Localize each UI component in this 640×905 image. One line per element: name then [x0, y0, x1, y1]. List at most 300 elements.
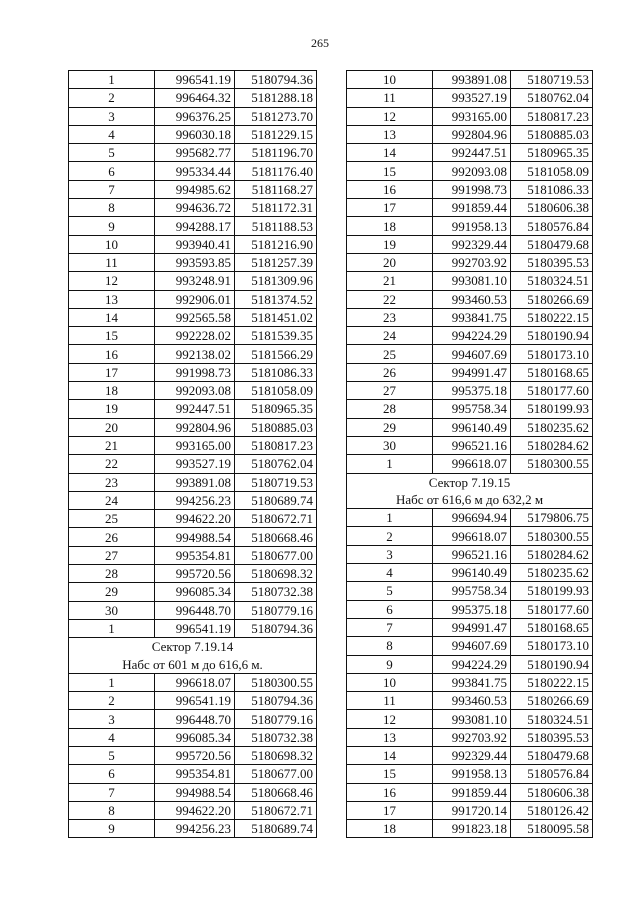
point-number: 24 — [69, 491, 155, 509]
y-coordinate: 5179806.75 — [511, 509, 593, 527]
y-coordinate: 5180698.32 — [235, 565, 317, 583]
x-coordinate: 993248.91 — [155, 272, 235, 290]
x-coordinate: 996541.19 — [155, 71, 235, 89]
y-coordinate: 5180395.53 — [511, 728, 593, 746]
table-row — [347, 382, 593, 400]
x-coordinate: 995375.18 — [433, 600, 511, 618]
table-row — [347, 272, 593, 290]
table-row — [347, 582, 593, 600]
y-coordinate: 5180324.51 — [511, 710, 593, 728]
x-coordinate: 992565.58 — [155, 308, 235, 326]
point-number: 4 — [69, 728, 155, 746]
x-coordinate: 992906.01 — [155, 290, 235, 308]
table-row — [69, 436, 317, 454]
point-number: 8 — [69, 199, 155, 217]
y-coordinate: 5180606.38 — [511, 783, 593, 801]
table-row — [347, 673, 593, 691]
table-row — [69, 400, 317, 418]
x-coordinate: 993891.08 — [155, 473, 235, 491]
table-row — [69, 746, 317, 764]
y-coordinate: 5180576.84 — [511, 217, 593, 235]
y-coordinate: 5180668.46 — [235, 528, 317, 546]
y-coordinate: 5180222.15 — [511, 673, 593, 691]
table-row — [69, 235, 317, 253]
point-number: 23 — [347, 308, 433, 326]
y-coordinate: 5180479.68 — [511, 235, 593, 253]
x-coordinate: 996376.25 — [155, 107, 235, 125]
x-coordinate: 994224.29 — [433, 655, 511, 673]
table-row — [69, 765, 317, 783]
x-coordinate: 992703.92 — [433, 728, 511, 746]
y-coordinate: 5180817.23 — [511, 107, 593, 125]
point-number: 17 — [69, 363, 155, 381]
x-coordinate: 992093.08 — [155, 382, 235, 400]
table-row — [69, 363, 317, 381]
x-coordinate: 992447.51 — [433, 144, 511, 162]
table-row — [347, 455, 593, 473]
table-row — [69, 217, 317, 235]
y-coordinate: 5180732.38 — [235, 728, 317, 746]
point-number: 7 — [69, 180, 155, 198]
y-coordinate: 5181229.15 — [235, 125, 317, 143]
y-coordinate: 5180779.16 — [235, 601, 317, 619]
point-number: 14 — [69, 308, 155, 326]
y-coordinate: 5181539.35 — [235, 327, 317, 345]
y-coordinate: 5180576.84 — [511, 765, 593, 783]
table-row — [347, 253, 593, 271]
y-coordinate: 5180284.62 — [511, 436, 593, 454]
table-row — [347, 217, 593, 235]
table-row — [347, 564, 593, 582]
table-row — [69, 565, 317, 583]
y-coordinate: 5180324.51 — [511, 272, 593, 290]
x-coordinate: 992329.44 — [433, 746, 511, 764]
table-row — [69, 583, 317, 601]
point-number: 16 — [69, 345, 155, 363]
point-number: 11 — [347, 692, 433, 710]
point-number: 10 — [69, 235, 155, 253]
section-header-row — [69, 638, 317, 656]
point-number: 28 — [347, 400, 433, 418]
page-number: 265 — [311, 36, 329, 50]
point-number: 2 — [347, 527, 433, 545]
y-coordinate: 5180173.10 — [511, 345, 593, 363]
table-row — [69, 673, 317, 691]
table-row — [69, 820, 317, 838]
x-coordinate: 996140.49 — [433, 564, 511, 582]
point-number: 11 — [69, 253, 155, 271]
y-coordinate: 5181176.40 — [235, 162, 317, 180]
y-coordinate: 5180794.36 — [235, 619, 317, 637]
y-coordinate: 5180719.53 — [235, 473, 317, 491]
x-coordinate: 993527.19 — [155, 455, 235, 473]
point-number: 8 — [347, 637, 433, 655]
y-coordinate: 5180266.69 — [511, 290, 593, 308]
y-coordinate: 5180300.55 — [235, 673, 317, 691]
table-row — [69, 473, 317, 491]
x-coordinate: 994991.47 — [433, 363, 511, 381]
point-number: 6 — [69, 162, 155, 180]
x-coordinate: 992804.96 — [433, 125, 511, 143]
x-coordinate: 994985.62 — [155, 180, 235, 198]
x-coordinate: 993593.85 — [155, 253, 235, 271]
x-coordinate: 991998.73 — [433, 180, 511, 198]
table-row — [69, 89, 317, 107]
point-number: 4 — [69, 125, 155, 143]
y-coordinate: 5180190.94 — [511, 327, 593, 345]
y-coordinate: 5180689.74 — [235, 820, 317, 838]
y-coordinate: 5180095.58 — [511, 820, 593, 838]
point-number: 7 — [69, 783, 155, 801]
table-row — [347, 655, 593, 673]
x-coordinate: 996618.07 — [433, 527, 511, 545]
x-coordinate: 991859.44 — [433, 783, 511, 801]
y-coordinate: 5180177.60 — [511, 382, 593, 400]
point-number: 1 — [69, 71, 155, 89]
y-coordinate: 5180965.35 — [235, 400, 317, 418]
point-number: 25 — [69, 510, 155, 528]
y-coordinate: 5181196.70 — [235, 144, 317, 162]
x-coordinate: 993460.53 — [433, 290, 511, 308]
point-number: 14 — [347, 746, 433, 764]
point-number: 5 — [69, 746, 155, 764]
table-row — [347, 436, 593, 454]
y-coordinate: 5180794.36 — [235, 71, 317, 89]
y-coordinate: 5181257.39 — [235, 253, 317, 271]
point-number: 11 — [347, 89, 433, 107]
section-header-row — [347, 473, 593, 491]
table-row — [69, 510, 317, 528]
table-row — [347, 71, 593, 89]
point-number: 4 — [347, 564, 433, 582]
y-coordinate: 5180677.00 — [235, 546, 317, 564]
point-number: 13 — [69, 290, 155, 308]
x-coordinate: 991823.18 — [433, 820, 511, 838]
point-number: 29 — [69, 583, 155, 601]
table-row — [347, 765, 593, 783]
table-row — [347, 820, 593, 838]
x-coordinate: 995682.77 — [155, 144, 235, 162]
x-coordinate: 994988.54 — [155, 783, 235, 801]
x-coordinate: 995720.56 — [155, 746, 235, 764]
y-coordinate: 5181288.18 — [235, 89, 317, 107]
table-row — [347, 162, 593, 180]
table-row — [69, 253, 317, 271]
table-row — [347, 618, 593, 636]
table-row — [69, 308, 317, 326]
point-number: 15 — [69, 327, 155, 345]
y-coordinate: 5180199.93 — [511, 400, 593, 418]
x-coordinate: 994607.69 — [433, 345, 511, 363]
table-row — [69, 345, 317, 363]
table-row — [347, 363, 593, 381]
section-subheader-row — [69, 656, 317, 674]
table-row — [69, 728, 317, 746]
point-number: 22 — [347, 290, 433, 308]
table-row — [347, 710, 593, 728]
x-coordinate: 996085.34 — [155, 583, 235, 601]
point-number: 15 — [347, 765, 433, 783]
x-coordinate: 996521.16 — [433, 436, 511, 454]
y-coordinate: 5180395.53 — [511, 253, 593, 271]
point-number: 18 — [347, 820, 433, 838]
y-coordinate: 5180689.74 — [235, 491, 317, 509]
point-number: 29 — [347, 418, 433, 436]
table-row — [347, 235, 593, 253]
table-row — [347, 746, 593, 764]
point-number: 9 — [69, 820, 155, 838]
x-coordinate: 996464.32 — [155, 89, 235, 107]
y-coordinate: 5181168.27 — [235, 180, 317, 198]
table-row — [347, 290, 593, 308]
y-coordinate: 5180168.65 — [511, 363, 593, 381]
y-coordinate: 5180732.38 — [235, 583, 317, 601]
x-coordinate: 993081.10 — [433, 272, 511, 290]
point-number: 3 — [69, 107, 155, 125]
y-coordinate: 5180300.55 — [511, 527, 593, 545]
table-row — [69, 783, 317, 801]
y-coordinate: 5180779.16 — [235, 710, 317, 728]
table-row — [69, 272, 317, 290]
x-coordinate: 996140.49 — [433, 418, 511, 436]
table-row — [69, 162, 317, 180]
section-subheader-row — [347, 491, 593, 509]
x-coordinate: 995354.81 — [155, 546, 235, 564]
point-number: 17 — [347, 199, 433, 217]
point-number: 6 — [347, 600, 433, 618]
point-number: 20 — [69, 418, 155, 436]
section-title: Сектор 7.19.15 — [347, 473, 593, 491]
y-coordinate: 5180668.46 — [235, 783, 317, 801]
y-coordinate: 5180794.36 — [235, 692, 317, 710]
table-row — [347, 509, 593, 527]
section-title: Сектор 7.19.14 — [69, 638, 317, 656]
x-coordinate: 992329.44 — [433, 235, 511, 253]
x-coordinate: 992804.96 — [155, 418, 235, 436]
point-number: 19 — [69, 400, 155, 418]
point-number: 1 — [347, 455, 433, 473]
point-number: 10 — [347, 71, 433, 89]
x-coordinate: 992228.02 — [155, 327, 235, 345]
table-row — [347, 527, 593, 545]
point-number: 21 — [69, 436, 155, 454]
x-coordinate: 996030.18 — [155, 125, 235, 143]
y-coordinate: 5181374.52 — [235, 290, 317, 308]
point-number: 9 — [69, 217, 155, 235]
x-coordinate: 993527.19 — [433, 89, 511, 107]
y-coordinate: 5180762.04 — [511, 89, 593, 107]
table-row — [69, 125, 317, 143]
point-number: 2 — [69, 692, 155, 710]
table-row — [69, 199, 317, 217]
point-number: 14 — [347, 144, 433, 162]
point-number: 3 — [347, 545, 433, 563]
x-coordinate: 996521.16 — [433, 545, 511, 563]
x-coordinate: 995720.56 — [155, 565, 235, 583]
table-row — [69, 801, 317, 819]
point-number: 30 — [69, 601, 155, 619]
point-number: 26 — [69, 528, 155, 546]
x-coordinate: 993841.75 — [433, 308, 511, 326]
point-number: 1 — [69, 619, 155, 637]
point-number: 25 — [347, 345, 433, 363]
point-number: 24 — [347, 327, 433, 345]
table-row — [347, 144, 593, 162]
x-coordinate: 996618.07 — [155, 673, 235, 691]
table-row — [347, 692, 593, 710]
point-number: 9 — [347, 655, 433, 673]
y-coordinate: 5180126.42 — [511, 801, 593, 819]
table-row — [69, 491, 317, 509]
y-coordinate: 5181058.09 — [511, 162, 593, 180]
point-number: 21 — [347, 272, 433, 290]
x-coordinate: 993891.08 — [433, 71, 511, 89]
x-coordinate: 994607.69 — [433, 637, 511, 655]
y-coordinate: 5180762.04 — [235, 455, 317, 473]
y-coordinate: 5181058.09 — [235, 382, 317, 400]
x-coordinate: 996694.94 — [433, 509, 511, 527]
point-number: 13 — [347, 125, 433, 143]
y-coordinate: 5181086.33 — [511, 180, 593, 198]
table-row — [347, 89, 593, 107]
point-number: 18 — [69, 382, 155, 400]
table-row — [69, 180, 317, 198]
x-coordinate: 994224.29 — [433, 327, 511, 345]
x-coordinate: 993841.75 — [433, 673, 511, 691]
x-coordinate: 994622.20 — [155, 510, 235, 528]
x-coordinate: 994256.23 — [155, 820, 235, 838]
x-coordinate: 995758.34 — [433, 582, 511, 600]
point-number: 2 — [69, 89, 155, 107]
point-number: 20 — [347, 253, 433, 271]
point-number: 27 — [347, 382, 433, 400]
x-coordinate: 996618.07 — [433, 455, 511, 473]
table-row — [69, 327, 317, 345]
y-coordinate: 5181172.31 — [235, 199, 317, 217]
y-coordinate: 5180177.60 — [511, 600, 593, 618]
table-row — [69, 546, 317, 564]
x-coordinate: 993081.10 — [433, 710, 511, 728]
x-coordinate: 994991.47 — [433, 618, 511, 636]
table-row — [347, 199, 593, 217]
y-coordinate: 5181451.02 — [235, 308, 317, 326]
y-coordinate: 5180606.38 — [511, 199, 593, 217]
point-number: 12 — [347, 107, 433, 125]
x-coordinate: 992138.02 — [155, 345, 235, 363]
point-number: 19 — [347, 235, 433, 253]
table-row — [69, 692, 317, 710]
x-coordinate: 992703.92 — [433, 253, 511, 271]
table-row — [347, 801, 593, 819]
y-coordinate: 5180719.53 — [511, 71, 593, 89]
x-coordinate: 994288.17 — [155, 217, 235, 235]
table-row — [347, 545, 593, 563]
y-coordinate: 5180672.71 — [235, 801, 317, 819]
point-number: 26 — [347, 363, 433, 381]
table-row — [69, 144, 317, 162]
point-number: 18 — [347, 217, 433, 235]
point-number: 15 — [347, 162, 433, 180]
point-number: 1 — [347, 509, 433, 527]
y-coordinate: 5180885.03 — [511, 125, 593, 143]
x-coordinate: 992093.08 — [433, 162, 511, 180]
coordinates-table-right — [346, 70, 593, 838]
y-coordinate: 5180235.62 — [511, 418, 593, 436]
table-row — [347, 637, 593, 655]
point-number: 12 — [347, 710, 433, 728]
point-number: 8 — [69, 801, 155, 819]
point-number: 12 — [69, 272, 155, 290]
y-coordinate: 5181188.53 — [235, 217, 317, 235]
point-number: 27 — [69, 546, 155, 564]
table-row — [347, 400, 593, 418]
table-row — [69, 290, 317, 308]
point-number: 1 — [69, 673, 155, 691]
x-coordinate: 991720.14 — [433, 801, 511, 819]
table-row — [347, 345, 593, 363]
table-row — [347, 728, 593, 746]
y-coordinate: 5180199.93 — [511, 582, 593, 600]
section-subtitle: Набс от 616,6 м до 632,2 м — [347, 491, 593, 509]
table-row — [69, 107, 317, 125]
y-coordinate: 5181273.70 — [235, 107, 317, 125]
coordinates-table-left — [68, 70, 317, 838]
y-coordinate: 5180284.62 — [511, 545, 593, 563]
section-subtitle: Набс от 601 м до 616,6 м. — [69, 656, 317, 674]
point-number: 10 — [347, 673, 433, 691]
x-coordinate: 993165.00 — [433, 107, 511, 125]
x-coordinate: 995375.18 — [433, 382, 511, 400]
y-coordinate: 5180266.69 — [511, 692, 593, 710]
table-row — [347, 418, 593, 436]
x-coordinate: 996448.70 — [155, 601, 235, 619]
x-coordinate: 995758.34 — [433, 400, 511, 418]
table-row — [69, 710, 317, 728]
x-coordinate: 991958.13 — [433, 765, 511, 783]
table-row — [347, 783, 593, 801]
y-coordinate: 5180677.00 — [235, 765, 317, 783]
x-coordinate: 996085.34 — [155, 728, 235, 746]
point-number: 23 — [69, 473, 155, 491]
table-row — [69, 382, 317, 400]
x-coordinate: 994988.54 — [155, 528, 235, 546]
table-row — [69, 601, 317, 619]
y-coordinate: 5180479.68 — [511, 746, 593, 764]
table-row — [347, 180, 593, 198]
y-coordinate: 5180885.03 — [235, 418, 317, 436]
table-row — [347, 600, 593, 618]
x-coordinate: 991859.44 — [433, 199, 511, 217]
x-coordinate: 995334.44 — [155, 162, 235, 180]
y-coordinate: 5180698.32 — [235, 746, 317, 764]
table-row — [347, 125, 593, 143]
x-coordinate: 995354.81 — [155, 765, 235, 783]
table-row — [347, 327, 593, 345]
table-row — [69, 455, 317, 473]
x-coordinate: 994636.72 — [155, 199, 235, 217]
x-coordinate: 991958.13 — [433, 217, 511, 235]
point-number: 5 — [347, 582, 433, 600]
x-coordinate: 993460.53 — [433, 692, 511, 710]
y-coordinate: 5181309.96 — [235, 272, 317, 290]
table-row — [69, 71, 317, 89]
x-coordinate: 991998.73 — [155, 363, 235, 381]
x-coordinate: 996541.19 — [155, 692, 235, 710]
x-coordinate: 996448.70 — [155, 710, 235, 728]
y-coordinate: 5180817.23 — [235, 436, 317, 454]
point-number: 16 — [347, 783, 433, 801]
table-row — [69, 619, 317, 637]
